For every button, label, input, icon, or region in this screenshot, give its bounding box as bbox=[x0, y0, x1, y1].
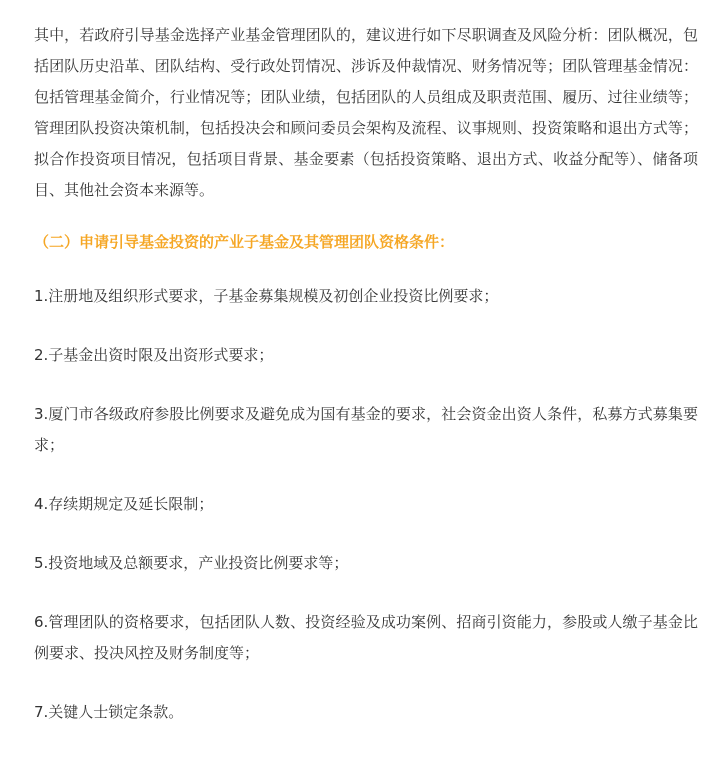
list-item: 5.投资地域及总额要求，产业投资比例要求等； bbox=[34, 554, 349, 572]
article-body bbox=[34, 20, 698, 728]
list-item: 2.子基金出资时限及出资形式要求； bbox=[34, 346, 274, 364]
section-heading: （二）申请引导基金投资的产业子基金及其管理团队资格条件： bbox=[34, 233, 455, 251]
list-item: 6.管理团队的资格要求，包括团队人数、投资经验及成功案例、招商引资能力，参股或人缴子基金比例要求、投决风控及财务制度等； bbox=[34, 613, 698, 662]
list-item: 1.注册地及组织形式要求，子基金募集规模及初创企业投资比例要求； bbox=[34, 287, 499, 305]
list-item: 3.厦门市各级政府参股比例要求及避免成为国有基金的要求，社会资金出资人条件，私募方式募集要求； bbox=[34, 405, 698, 454]
intro-paragraph: 其中，若政府引导基金选择产业基金管理团队的，建议进行如下尽职调查及风险分析：团队概况，包括团队历史沿革、团队结构、受行政处罚情况、涉诉及仲裁情况、财务情况等；团队管理基金情况：包括管理基金简介，行业情况等；团队业绩，包括团队的人员组成及职责范围、履历、过往业绩等；管理团队投资决策机制，包括投决会和顾问委员会架构及流程、议事规则、投资策略和退出方式等；拟合作投资项目情况，包括项目背景、基金要素（包括投资策略、退出方式、收益分配等）、储备项目、其他社会资本来源等。 bbox=[34, 26, 698, 199]
list-item: 7.关键人士锁定条款。 bbox=[34, 703, 184, 721]
list-item: 4.存续期规定及延长限制； bbox=[34, 495, 214, 513]
